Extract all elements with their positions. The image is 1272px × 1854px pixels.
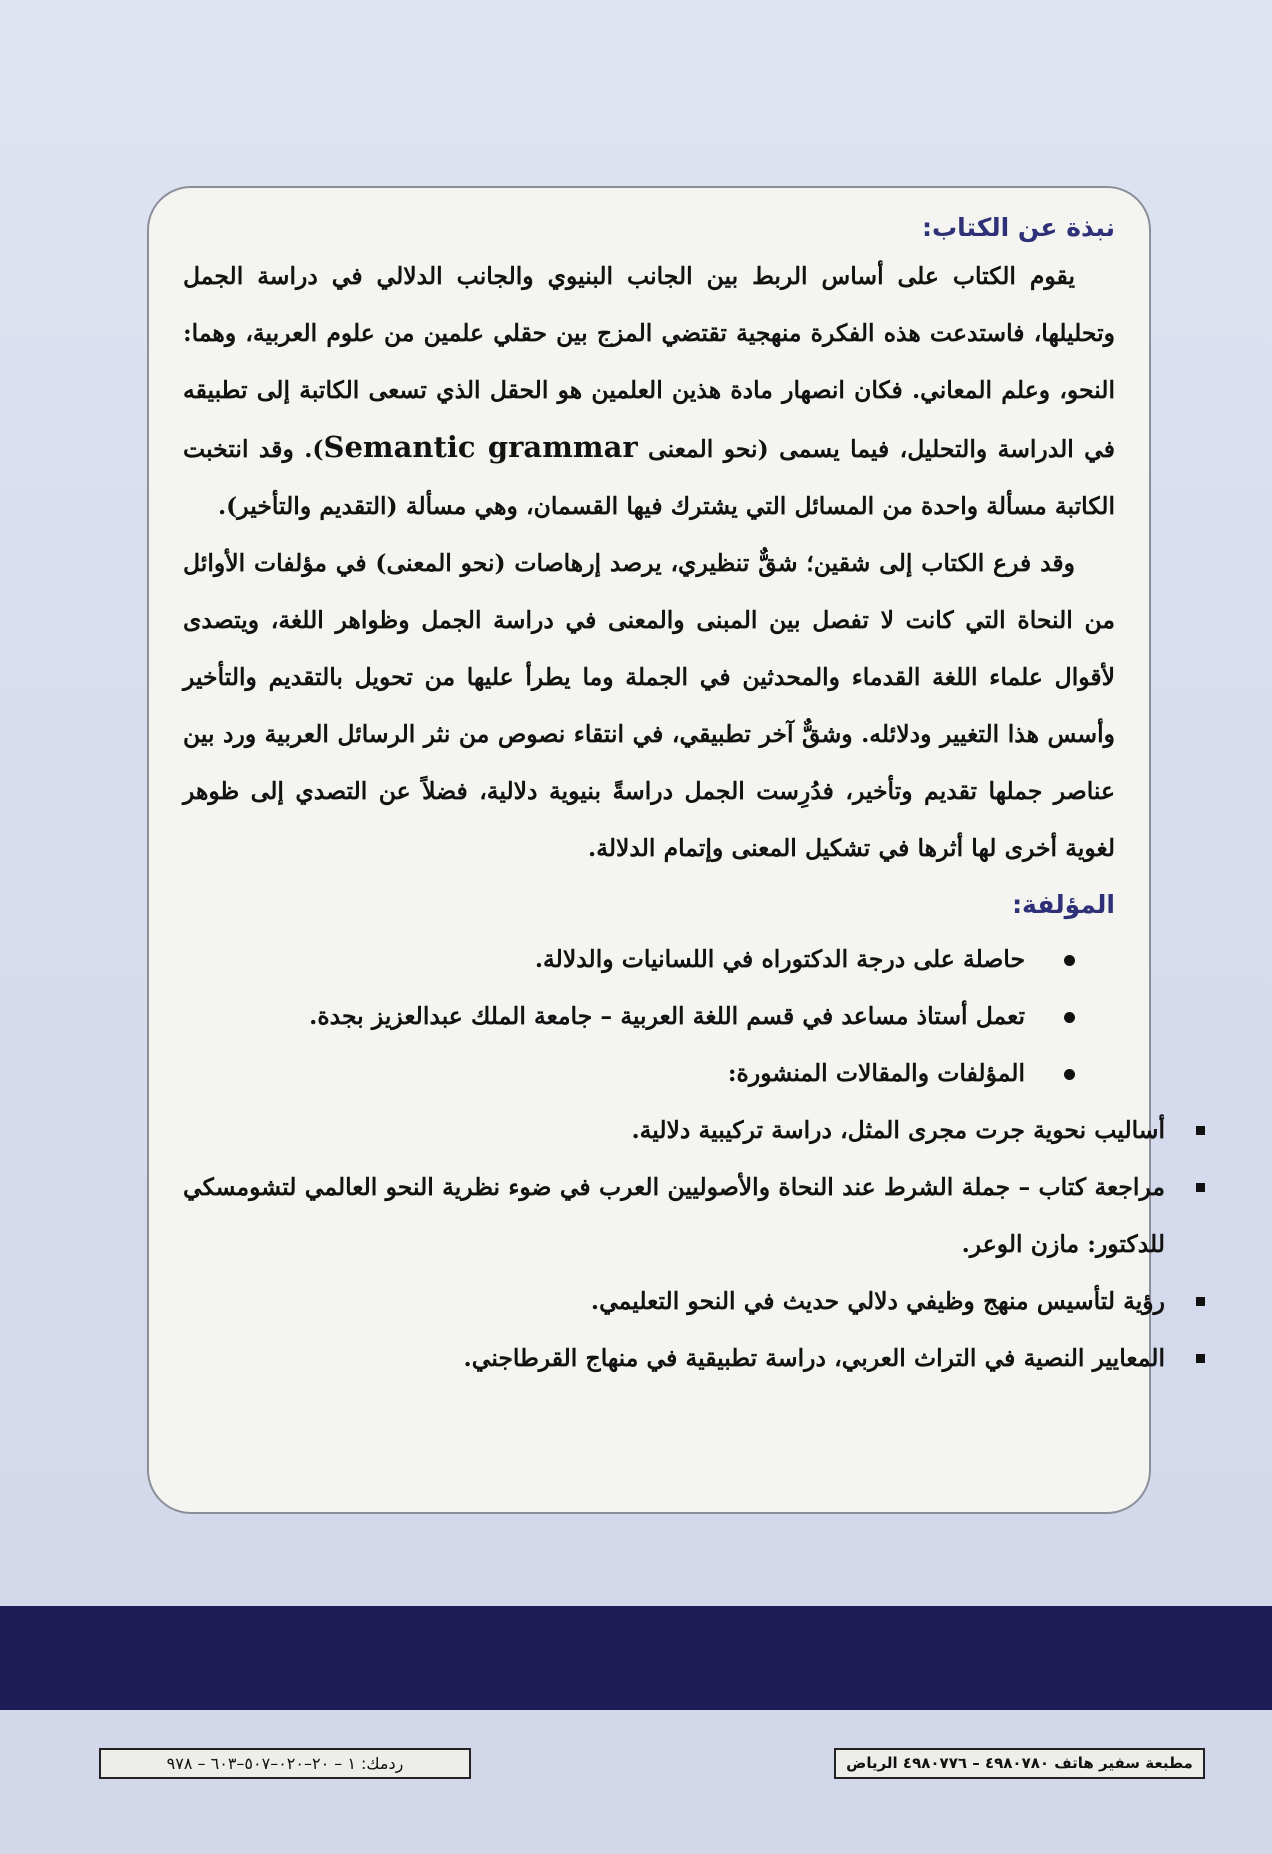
printer-box: مطبعة سفير هاتف ٤٩٨٠٧٨٠ – ٤٩٨٠٧٧٦ الرياض	[834, 1748, 1205, 1779]
about-book-heading: نبذة عن الكتاب:	[922, 213, 1115, 242]
publication-item: المعايير النصية في التراث العربي، دراسة تطبيقية في منهاج القرطاجني.	[183, 1330, 1205, 1387]
author-bullet-item: حاصلة على درجة الدكتوراه في اللسانيات والدلالة.	[183, 931, 1025, 988]
about-paragraph-1	[183, 248, 1115, 535]
author-bullet-item: المؤلفات والمقالات المنشورة:	[183, 1045, 1025, 1102]
publication-item: مراجعة كتاب – جملة الشرط عند النحاة والأصوليين العرب في ضوء نظرية النحو العالمي لتشومسكي للدكتور: مازن الوعر.	[183, 1159, 1205, 1273]
publication-item: رؤية لتأسيس منهج وظيفي دلالي حديث في النحو التعليمي.	[183, 1273, 1205, 1330]
author-heading: المؤلفة:	[1012, 890, 1115, 919]
isbn-box: ردمك: ١ – ٢٠–٠٢٠–٥٠٧–٦٠٣ – ٩٧٨	[99, 1748, 471, 1779]
author-bullet-list	[183, 931, 1115, 1102]
about-paragraph-1-part2: ). وقد انتخبت الكاتبة مسألة واحدة من المسائل التي يشترك فيها القسمان، وهي مسألة (التقديم والتأخير).	[183, 435, 1115, 520]
navy-band	[0, 1606, 1272, 1710]
publication-item: أساليب نحوية جرت مجرى المثل، دراسة تركيبية دلالية.	[183, 1102, 1205, 1159]
about-paragraph-1-part1: يقوم الكتاب على أساس الربط بين الجانب البنيوي والجانب الدلالي في دراسة الجمل وتحليلها، فاستدعت هذه الفكرة منهجية تقتضي المزج بين حقلي علمين من علوم العربية، وهما: النحو، وعلم المعاني. فكان انصهار مادة هذين العلمين هو الحقل الذي تسعى الكاتبة إلى تطبيقه في الدراسة والتحليل، فيما يسمى (نحو المعنى	[183, 262, 1116, 463]
semantic-grammar-term: Semantic grammar	[323, 430, 638, 464]
author-bullet-item: تعمل أستاذ مساعد في قسم اللغة العربية – جامعة الملك عبدالعزيز بجدة.	[183, 988, 1025, 1045]
about-paragraph-2: وقد فرع الكتاب إلى شقين؛ شقٌّ تنظيري، يرصد إرهاصات (نحو المعنى) في مؤلفات الأوائل من النحاة التي كانت لا تفصل بين المبنى والمعنى في دراسة الجمل وظواهر اللغة، ويتصدى لأقوال علماء اللغة القدماء والمحدثين في الجملة وما يطرأ عليها من تحويل بالتقديم والتأخير وأسس هذا التغيير ودلائله. وشقٌّ آخر تطبيقي، في انتقاء نصوص من نثر الرسائل العربية ورد بين عناصر جملها تقديم وتأخير، فدُرِست الجمل دراسةً بنيوية دلالية، فضلاً عن التصدي إلى ظوهر لغوية أخرى لها أثرها في تشكيل المعنى وإتمام الدلالة.	[183, 549, 1115, 862]
back-cover-panel	[147, 186, 1165, 1514]
publications-list	[183, 1102, 1165, 1387]
